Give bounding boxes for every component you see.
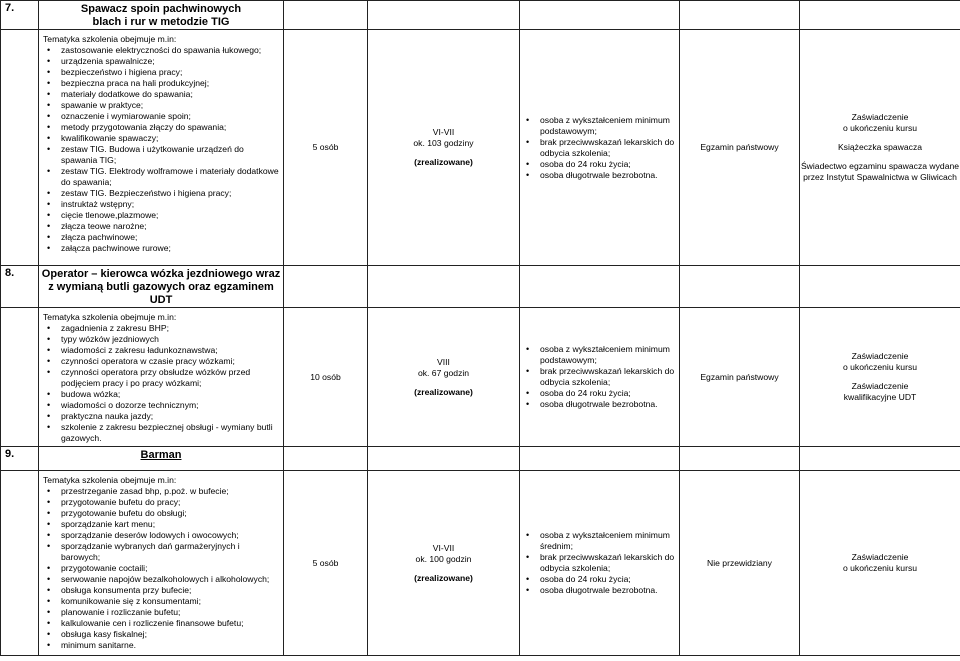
requirement-item: • osoba długotrwale bezrobotna. bbox=[540, 170, 675, 181]
topic-item: • czynności operatora w czasie pracy wózkami; bbox=[61, 356, 279, 367]
topics-list bbox=[43, 323, 279, 444]
certificates-cell bbox=[800, 30, 960, 266]
topic-item: • zestaw TIG. Bezpieczeństwo i higiena pracy; bbox=[61, 188, 279, 199]
topics-intro: Tematyka szkolenia obejmuje m.in: bbox=[43, 34, 177, 44]
topic-item: • spawanie w praktyce; bbox=[61, 100, 279, 111]
empty-cell bbox=[1, 30, 39, 266]
section-number: 8. bbox=[1, 266, 39, 308]
section-detail-row bbox=[1, 308, 960, 447]
requirement-item: • osoba z wykształceniem minimum średnim; bbox=[540, 530, 675, 552]
topic-item: • kwalifikowanie spawaczy; bbox=[61, 133, 279, 144]
participants-count: 5 osób bbox=[284, 471, 368, 656]
requirement-item: • brak przeciwwskazań lekarskich do odbycia szkolenia; bbox=[540, 137, 675, 159]
requirement-item: • osoba do 24 roku życia; bbox=[540, 388, 675, 399]
section-header-row bbox=[1, 447, 960, 471]
empty-cell bbox=[284, 447, 368, 471]
topic-item: • komunikowanie się z konsumentami; bbox=[61, 596, 279, 607]
requirement-item: • osoba z wykształceniem minimum podstawowym; bbox=[540, 344, 675, 366]
section-header-row bbox=[1, 266, 960, 308]
section-detail-row bbox=[1, 471, 960, 656]
certificate-line: Zaświadczenie bbox=[851, 351, 909, 361]
empty-cell bbox=[680, 447, 800, 471]
section-title-cell bbox=[39, 447, 284, 471]
certificates-cell bbox=[800, 471, 960, 656]
topic-item: • sporządzanie kart menu; bbox=[61, 519, 279, 530]
section-title-line: blach i rur w metodzie TIG bbox=[92, 16, 230, 28]
certificate-line: Zaświadczenie bbox=[851, 112, 909, 122]
certificate-line: o ukończeniu kursu bbox=[842, 362, 918, 372]
level: VI-VII bbox=[432, 542, 455, 553]
topic-item: • bezpieczna praca na hali produkcyjnej; bbox=[61, 78, 279, 89]
requirements-list bbox=[524, 115, 675, 181]
section-title-line: Barman bbox=[140, 449, 182, 461]
requirements-cell bbox=[520, 308, 680, 447]
exam-type: Egzamin państwowy bbox=[680, 30, 800, 266]
topics-list bbox=[43, 486, 279, 651]
hours: ok. 67 godzin bbox=[417, 367, 470, 378]
empty-cell bbox=[680, 1, 800, 30]
section-title-cell bbox=[39, 1, 284, 30]
topic-item: • obsługa kasy fiskalnej; bbox=[61, 629, 279, 640]
topic-item: • serwowanie napojów bezalkoholowych i alkoholowych; bbox=[61, 574, 279, 585]
topic-item: • metody przygotowania złączy do spawania; bbox=[61, 122, 279, 133]
topics-cell bbox=[39, 471, 284, 656]
topic-item: • przygotowanie bufetu do pracy; bbox=[61, 497, 279, 508]
topics-list bbox=[43, 45, 279, 254]
topic-item: • przestrzeganie zasad bhp, p.poż. w bufecie; bbox=[61, 486, 279, 497]
hours: ok. 100 godzin bbox=[415, 553, 472, 564]
section-title bbox=[39, 449, 283, 462]
certificate-line bbox=[800, 373, 960, 381]
topic-item: • instruktaż wstępny; bbox=[61, 199, 279, 210]
topic-item: • kalkulowanie cen i rozliczenie finansowe bufetu; bbox=[61, 618, 279, 629]
topic-item: • bezpieczeństwo i higiena pracy; bbox=[61, 67, 279, 78]
topic-item: • materiały dodatkowe do spawania; bbox=[61, 89, 279, 100]
section-header-row bbox=[1, 1, 960, 30]
certificate-line bbox=[800, 134, 960, 142]
level-hours-cell bbox=[368, 308, 520, 447]
topics-intro: Tematyka szkolenia obejmuje m.in: bbox=[43, 312, 177, 322]
section-number: 9. bbox=[1, 447, 39, 471]
empty-cell bbox=[800, 1, 960, 30]
level: VIII bbox=[437, 356, 450, 367]
status: (zrealizowane) bbox=[414, 157, 473, 167]
empty-cell bbox=[680, 266, 800, 308]
requirement-item: • osoba do 24 roku życia; bbox=[540, 574, 675, 585]
topic-item: • złącza teowe narożne; bbox=[61, 221, 279, 232]
section-title-cell bbox=[39, 266, 284, 308]
section-title bbox=[39, 268, 283, 307]
hours: ok. 103 godziny bbox=[413, 138, 474, 148]
topic-item: • cięcie tlenowe,plazmowe; bbox=[61, 210, 279, 221]
certificate-line bbox=[800, 153, 960, 161]
topic-item: • sporządzanie deserów lodowych i owocowych; bbox=[61, 530, 279, 541]
certificate-line: Zaświadczenie bbox=[851, 552, 909, 562]
certificates-cell bbox=[800, 308, 960, 447]
topic-item: • typy wózków jezdniowych bbox=[61, 334, 279, 345]
certificate-line: Książeczka spawacza bbox=[837, 142, 923, 152]
empty-cell bbox=[800, 266, 960, 308]
certificate-line: Zaświadczenie bbox=[851, 381, 909, 391]
section-detail-row bbox=[1, 30, 960, 266]
empty-cell bbox=[1, 308, 39, 447]
requirement-item: • brak przeciwwskazań lekarskich do odbycia szkolenia; bbox=[540, 366, 675, 388]
topic-item: • przygotowanie bufetu do obsługi; bbox=[61, 508, 279, 519]
topic-item: • szkolenie z zakresu bezpiecznej obsługi - wymiany butli gazowych. bbox=[61, 422, 279, 444]
empty-cell bbox=[520, 447, 680, 471]
empty-cell bbox=[368, 266, 520, 308]
section-title-line: z wymianą butli gazowych oraz egzaminem UDT bbox=[48, 281, 274, 306]
training-table-body bbox=[1, 1, 960, 656]
empty-cell bbox=[520, 266, 680, 308]
topic-item: • budowa wózka; bbox=[61, 389, 279, 400]
topics-cell bbox=[39, 308, 284, 447]
topic-item: • przygotowanie coctaili; bbox=[61, 563, 279, 574]
topic-item: • praktyczna nauka jazdy; bbox=[61, 411, 279, 422]
topic-item: • zagadnienia z zakresu BHP; bbox=[61, 323, 279, 334]
topic-item: • obsługa konsumenta przy bufecie; bbox=[61, 585, 279, 596]
exam-type: Nie przewidziany bbox=[680, 471, 800, 656]
requirements-cell bbox=[520, 471, 680, 656]
topic-item: • złącza pachwinowe; bbox=[61, 232, 279, 243]
empty-cell bbox=[284, 266, 368, 308]
topic-item: • czynności operatora przy obsłudze wózków przed podjęciem pracy i po pracy wózkami; bbox=[61, 367, 279, 389]
certificate-line: Świadectwo egzaminu spawacza wydane przez Instytut Spawalnictwa w Gliwicach bbox=[800, 161, 960, 182]
requirement-item: • osoba długotrwale bezrobotna. bbox=[540, 585, 675, 596]
status: (zrealizowane) bbox=[414, 386, 473, 397]
section-title-line: Operator – kierowca wózka jezdniowego wraz bbox=[41, 268, 281, 280]
empty-cell bbox=[800, 447, 960, 471]
empty-cell bbox=[1, 471, 39, 656]
certificate-line: o ukończeniu kursu bbox=[842, 123, 918, 133]
participants-count: 5 osób bbox=[284, 30, 368, 266]
topic-item: • zastosowanie elektryczności do spawania łukowego; bbox=[61, 45, 279, 56]
topics-cell bbox=[39, 30, 284, 266]
empty-cell bbox=[368, 1, 520, 30]
participants-count: 10 osób bbox=[284, 308, 368, 447]
requirements-list bbox=[524, 530, 675, 596]
requirement-item: • osoba do 24 roku życia; bbox=[540, 159, 675, 170]
topic-item: • minimum sanitarne. bbox=[61, 640, 279, 651]
topic-item: • sporządzanie wybranych dań garmażeryjnych i barowych; bbox=[61, 541, 279, 563]
requirements-list bbox=[524, 344, 675, 410]
requirement-item: • osoba z wykształceniem minimum podstawowym; bbox=[540, 115, 675, 137]
topics-intro: Tematyka szkolenia obejmuje m.in: bbox=[43, 475, 177, 485]
topic-item: • zestaw TIG. Budowa i użytkowanie urządzeń do spawania TIG; bbox=[61, 144, 279, 166]
level-hours-cell bbox=[368, 471, 520, 656]
requirement-item: • osoba długotrwale bezrobotna. bbox=[540, 399, 675, 410]
level-hours-cell bbox=[368, 30, 520, 266]
section-title bbox=[39, 3, 283, 29]
empty-cell bbox=[368, 447, 520, 471]
certificate-line: kwalifikacyjne UDT bbox=[843, 392, 917, 402]
exam-type: Egzamin państwowy bbox=[680, 308, 800, 447]
requirement-item: • brak przeciwwskazań lekarskich do odbycia szkolenia; bbox=[540, 552, 675, 574]
topic-item: • wiadomości o dozorze technicznym; bbox=[61, 400, 279, 411]
topic-item: • oznaczenie i wymiarowanie spoin; bbox=[61, 111, 279, 122]
level: VI-VII bbox=[432, 127, 455, 137]
requirements-cell bbox=[520, 30, 680, 266]
status: (zrealizowane) bbox=[414, 572, 473, 583]
topic-item: • zestaw TIG. Elektrody wolframowe i materiały dodatkowe do spawania; bbox=[61, 166, 279, 188]
topic-item: • wiadomości z zakresu ładunkoznawstwa; bbox=[61, 345, 279, 356]
section-number: 7. bbox=[1, 1, 39, 30]
topic-item: • załącza pachwinowe rurowe; bbox=[61, 243, 279, 254]
topic-item: • urządzenia spawalnicze; bbox=[61, 56, 279, 67]
empty-cell bbox=[520, 1, 680, 30]
certificate-line: o ukończeniu kursu bbox=[842, 563, 918, 573]
section-title-line: Spawacz spoin pachwinowych bbox=[80, 3, 242, 15]
empty-cell bbox=[284, 1, 368, 30]
topic-item: • planowanie i rozliczanie bufetu; bbox=[61, 607, 279, 618]
